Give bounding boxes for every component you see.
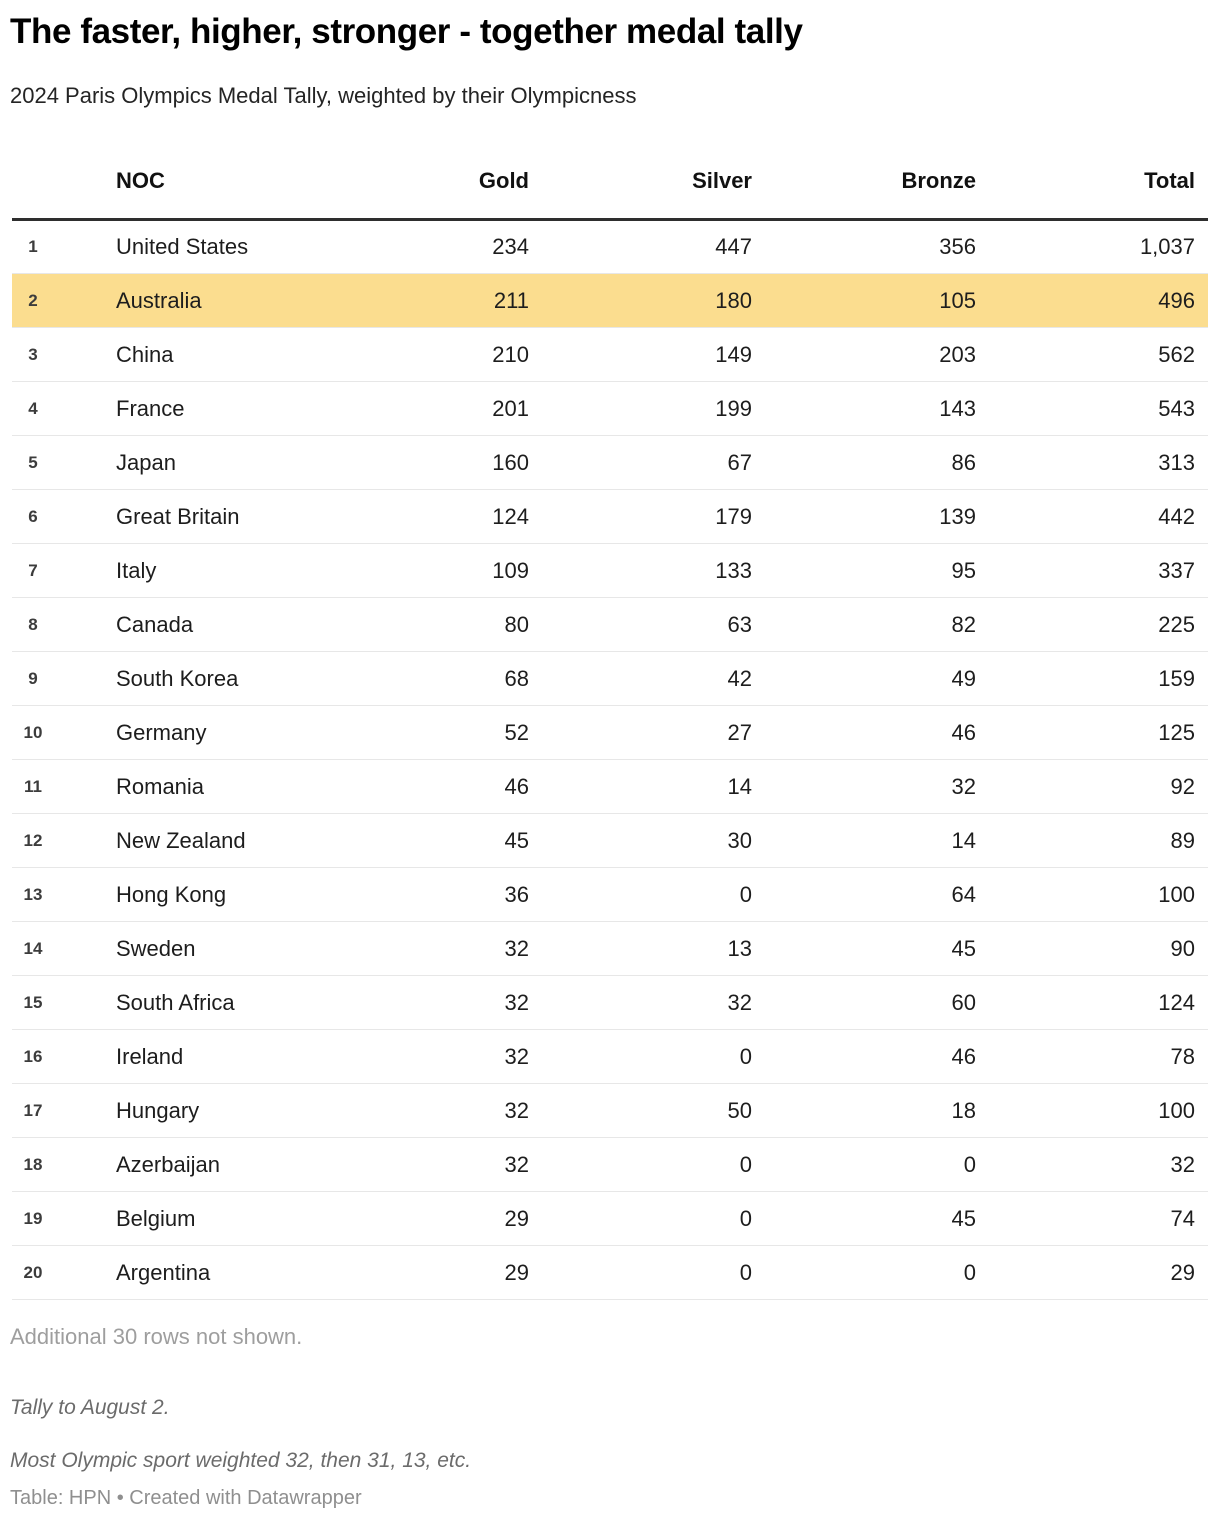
- gold-cell: 29: [504, 1205, 529, 1231]
- col-header-total: Total: [1144, 168, 1195, 194]
- silver-cell: 13: [727, 935, 752, 961]
- noc-cell: New Zealand: [116, 827, 246, 853]
- weighting-note: Most Olympic sport weighted 32, then 31, 13, etc.: [10, 1449, 472, 1473]
- bronze-cell: 49: [951, 665, 976, 691]
- table-row: [12, 706, 1208, 760]
- noc-cell: Ireland: [116, 1043, 184, 1069]
- rank-cell: 15: [23, 992, 43, 1012]
- table-row: [12, 760, 1208, 814]
- gold-cell: 32: [504, 1043, 529, 1069]
- bronze-cell: 0: [963, 1259, 976, 1285]
- bronze-cell: 86: [951, 449, 976, 475]
- bronze-cell: 45: [951, 1205, 976, 1231]
- rank-cell: 20: [23, 1262, 43, 1282]
- total-cell: 100: [1158, 1097, 1195, 1123]
- silver-cell: 133: [715, 557, 752, 583]
- noc-cell: Sweden: [116, 935, 196, 961]
- table-row: [12, 220, 1208, 274]
- datawrapper-table-page: [0, 12, 1220, 1510]
- silver-cell: 0: [739, 1205, 752, 1231]
- noc-cell: Japan: [116, 449, 176, 475]
- bronze-cell: 95: [951, 557, 976, 583]
- gold-cell: 160: [492, 449, 529, 475]
- rank-cell: 12: [23, 830, 43, 850]
- total-cell: 32: [1170, 1151, 1195, 1177]
- table-row: [12, 814, 1208, 868]
- noc-cell: Germany: [116, 719, 207, 745]
- noc-cell: South Korea: [116, 665, 239, 691]
- table-row: [12, 328, 1208, 382]
- table-row: [12, 1030, 1208, 1084]
- noc-cell: China: [116, 341, 174, 367]
- col-header-rank: [12, 160, 54, 220]
- gold-cell: 36: [504, 881, 529, 907]
- gold-cell: 210: [492, 341, 529, 367]
- total-cell: 337: [1158, 557, 1195, 583]
- noc-cell: Hungary: [116, 1097, 200, 1123]
- gold-cell: 32: [504, 1151, 529, 1177]
- rank-cell: 6: [28, 506, 38, 526]
- tally-note: Tally to August 2.: [10, 1396, 170, 1420]
- rank-cell: 3: [28, 344, 38, 364]
- bronze-cell: 0: [963, 1151, 976, 1177]
- rank-cell: 19: [23, 1208, 43, 1228]
- noc-cell: Italy: [116, 557, 157, 583]
- bronze-cell: 32: [951, 773, 976, 799]
- gold-cell: 201: [492, 395, 529, 421]
- silver-cell: 14: [727, 773, 752, 799]
- silver-cell: 27: [727, 719, 752, 745]
- bronze-cell: 139: [939, 503, 976, 529]
- col-header-gold: Gold: [478, 168, 529, 194]
- rank-cell: 7: [28, 560, 38, 580]
- rank-cell: 9: [28, 668, 38, 688]
- noc-cell: Canada: [116, 611, 194, 637]
- rank-cell: 5: [28, 452, 38, 472]
- total-cell: 29: [1170, 1259, 1195, 1285]
- table-row: [12, 652, 1208, 706]
- bronze-cell: 356: [939, 234, 976, 260]
- silver-cell: 179: [715, 503, 752, 529]
- col-header-silver: Silver: [692, 168, 752, 194]
- total-cell: 313: [1158, 449, 1195, 475]
- total-cell: 92: [1170, 773, 1195, 799]
- medal-table: [12, 160, 1208, 1300]
- total-cell: 442: [1158, 503, 1195, 529]
- bronze-cell: 60: [951, 989, 976, 1015]
- total-cell: 78: [1170, 1043, 1195, 1069]
- total-cell: 496: [1158, 287, 1195, 313]
- silver-cell: 30: [727, 827, 752, 853]
- total-cell: 159: [1158, 665, 1195, 691]
- rank-cell: 14: [23, 938, 43, 958]
- total-cell: 1,037: [1139, 234, 1195, 260]
- noc-cell: France: [116, 395, 185, 421]
- silver-cell: 0: [739, 881, 752, 907]
- table-row-highlighted: [12, 274, 1208, 328]
- rank-cell: 10: [23, 722, 43, 742]
- medal-table-body: [12, 220, 1208, 1300]
- silver-cell: 67: [727, 449, 752, 475]
- gold-cell: 32: [504, 1097, 529, 1123]
- silver-cell: 32: [727, 989, 752, 1015]
- gold-cell: 32: [504, 935, 529, 961]
- silver-cell: 0: [739, 1043, 752, 1069]
- noc-cell: Hong Kong: [116, 881, 227, 907]
- rank-cell: 13: [23, 884, 43, 904]
- rank-cell: 18: [23, 1154, 43, 1174]
- gold-cell: 211: [493, 287, 529, 313]
- silver-cell: 180: [715, 287, 752, 313]
- silver-cell: 50: [727, 1097, 752, 1123]
- gold-cell: 109: [492, 557, 529, 583]
- bronze-cell: 203: [939, 341, 976, 367]
- total-cell: 89: [1170, 827, 1195, 853]
- table-row: [12, 868, 1208, 922]
- bronze-cell: 46: [951, 1043, 976, 1069]
- total-cell: 125: [1158, 719, 1195, 745]
- total-cell: 100: [1158, 881, 1195, 907]
- table-row: [12, 382, 1208, 436]
- rank-cell: 2: [28, 290, 38, 310]
- rank-cell: 11: [24, 776, 42, 796]
- rank-cell: 17: [23, 1100, 43, 1120]
- noc-cell: United States: [116, 234, 249, 260]
- silver-cell: 63: [727, 611, 752, 637]
- rank-cell: 16: [23, 1046, 43, 1066]
- bronze-cell: 18: [951, 1097, 976, 1123]
- silver-cell: 149: [715, 341, 752, 367]
- table-header-row: [12, 160, 1208, 220]
- table-row: [12, 490, 1208, 544]
- total-cell: 124: [1158, 989, 1195, 1015]
- bronze-cell: 82: [951, 611, 976, 637]
- table-row: [12, 976, 1208, 1030]
- table-row: [12, 1246, 1208, 1300]
- total-cell: 74: [1170, 1205, 1195, 1231]
- table-row: [12, 1084, 1208, 1138]
- table-row: [12, 598, 1208, 652]
- attribution-line: Table: HPN • Created with Datawrapper: [10, 1487, 362, 1510]
- table-row: [12, 922, 1208, 976]
- gold-cell: 124: [492, 503, 529, 529]
- gold-cell: 46: [504, 773, 529, 799]
- total-cell: 562: [1158, 341, 1195, 367]
- total-cell: 543: [1158, 395, 1195, 421]
- table-row: [12, 1192, 1208, 1246]
- noc-cell: Great Britain: [116, 503, 240, 529]
- noc-cell: Belgium: [116, 1205, 196, 1231]
- silver-cell: 0: [739, 1259, 752, 1285]
- gold-cell: 45: [504, 827, 529, 853]
- silver-cell: 447: [715, 234, 752, 260]
- bronze-cell: 46: [951, 719, 976, 745]
- noc-cell: Romania: [116, 773, 205, 799]
- page-title: The faster, higher, stronger - together medal tally: [10, 12, 803, 51]
- bronze-cell: 143: [939, 395, 976, 421]
- page-subtitle: 2024 Paris Olympics Medal Tally, weighted by their Olympicness: [10, 83, 637, 109]
- rank-cell: 8: [28, 614, 38, 634]
- table-row: [12, 1138, 1208, 1192]
- rank-cell: 4: [28, 398, 38, 418]
- silver-cell: 42: [727, 665, 752, 691]
- total-cell: 90: [1170, 935, 1195, 961]
- bronze-cell: 105: [939, 287, 976, 313]
- bronze-cell: 45: [951, 935, 976, 961]
- gold-cell: 68: [504, 665, 529, 691]
- noc-cell: Australia: [116, 287, 202, 313]
- noc-cell: Azerbaijan: [116, 1151, 220, 1177]
- gold-cell: 52: [504, 719, 529, 745]
- col-header-noc: NOC: [116, 168, 165, 194]
- noc-cell: Argentina: [116, 1259, 211, 1285]
- gold-cell: 32: [504, 989, 529, 1015]
- gold-cell: 234: [492, 234, 529, 260]
- bronze-cell: 14: [951, 827, 976, 853]
- silver-cell: 199: [715, 395, 752, 421]
- col-header-bronze: Bronze: [901, 168, 976, 194]
- rank-cell: 1: [28, 237, 38, 257]
- gold-cell: 80: [504, 611, 529, 637]
- total-cell: 225: [1158, 611, 1195, 637]
- gold-cell: 29: [504, 1259, 529, 1285]
- noc-cell: South Africa: [116, 989, 235, 1015]
- table-row: [12, 544, 1208, 598]
- table-row: [12, 436, 1208, 490]
- bronze-cell: 64: [951, 881, 976, 907]
- more-rows-note: Additional 30 rows not shown.: [10, 1324, 303, 1350]
- silver-cell: 0: [739, 1151, 752, 1177]
